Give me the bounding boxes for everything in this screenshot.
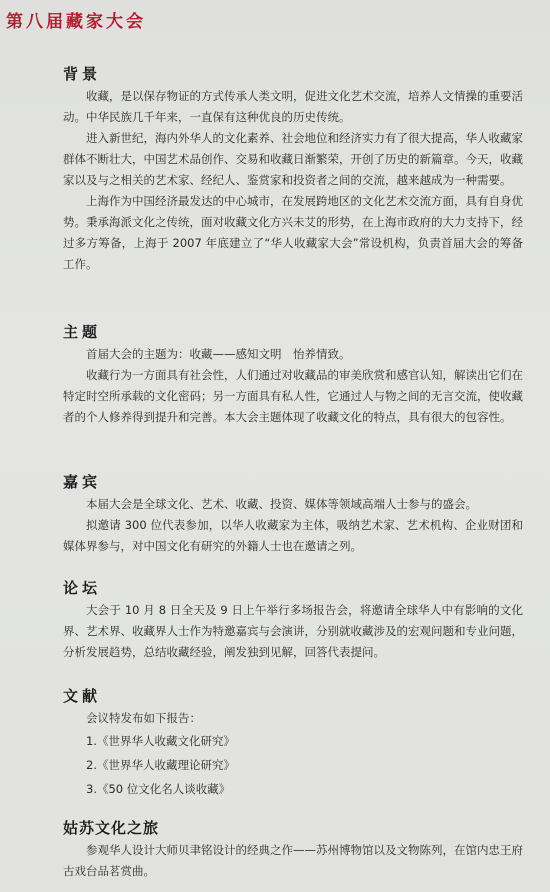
section-title-theme: 主题 — [63, 323, 102, 341]
brand-logo-text: 第八届藏家大会 — [6, 11, 146, 32]
document-list-item: 3.《50 位文化名人谈收藏》 — [86, 782, 231, 796]
section-title-background: 背景 — [63, 65, 102, 83]
document-list-item: 1.《世界华人收藏文化研究》 — [86, 734, 235, 748]
section-title-suzhou-tour: 姑苏文化之旅 — [63, 819, 160, 837]
section-suzhou-tour — [63, 818, 523, 882]
guests-paragraph-2: 拟邀请 300 位代表参加，以华人收藏家为主体，吸纳艺术家、艺术机构、企业财团和媒体界参与，对中国文化有研究的外籍人士也在邀请之列。 — [63, 518, 523, 553]
background-paragraph-3: 上海作为中国经济最发达的中心城市，在发展跨地区的文化艺术交流方面，具有自身优势。秉承海派文化之传统，面对收藏文化方兴未艾的形势，在上海市政府的大力支持下，经过多方筹备，上海于 2007 年底建立了“华人收藏家大会”常设机构，负责首届大会的筹备工作。 — [63, 194, 523, 271]
background-paragraph-2: 进入新世纪，海内外华人的文化素养、社会地位和经济实力有了很大提高，华人收藏家群体不断壮大，中国艺术品创作、交易和收藏日渐繁荣，开创了历史的新篇章。今天，收藏家以及与之相关的艺术家、经纪人、鉴赏家和投资者之间的交流，越来越成为一种需要。 — [63, 131, 523, 187]
tour-paragraph-1: 参观华人设计大师贝聿铭设计的经典之作——苏州博物馆以及文物陈列，在馆内忠王府古戏台品茗赏曲。 — [63, 843, 523, 878]
section-forum — [63, 578, 523, 663]
background-paragraph-1: 收藏，是以保存物证的方式传承人类文明，促进文化艺术交流，培养人文情操的重要活动。中华民族几千年来，一直保有这种优良的历史传统。 — [63, 89, 523, 124]
document-list-item: 2.《世界华人收藏理论研究》 — [86, 758, 235, 772]
section-title-guests: 嘉宾 — [63, 473, 102, 491]
section-title-documents: 文献 — [63, 687, 102, 705]
section-guests — [63, 472, 523, 557]
section-documents — [63, 686, 523, 801]
forum-paragraph-1: 大会于 10 月 8 日全天及 9 日上午举行多场报告会，将邀请全球华人中有影响的文化界、艺术界、收藏界人士作为特邀嘉宾与会演讲，分别就收藏涉及的宏观问题和专业问题，分析发展趋势，总结收藏经验，阐发独到见解，回答代表提问。 — [63, 603, 523, 659]
section-title-forum: 论坛 — [63, 579, 102, 597]
documents-intro: 会议特发布如下报告： — [86, 711, 201, 725]
theme-paragraph-1: 首届大会的主题为：收藏——感知文明 怡养情致。 — [86, 347, 351, 361]
section-theme — [63, 322, 523, 428]
guests-paragraph-1: 本届大会是全球文化、艺术、收藏、投资、媒体等领域高端人士参与的盛会。 — [86, 497, 477, 511]
theme-paragraph-2: 收藏行为一方面具有社会性，人们通过对收藏品的审美欣赏和感官认知，解读出它们在特定时空所承载的文化密码；另一方面具有私人性，它通过人与物之间的无言交流，使收藏者的个人修养得到提升和完善。本大会主题体现了收藏文化的特点，具有很大的包容性。 — [63, 368, 523, 424]
section-background — [63, 64, 523, 275]
